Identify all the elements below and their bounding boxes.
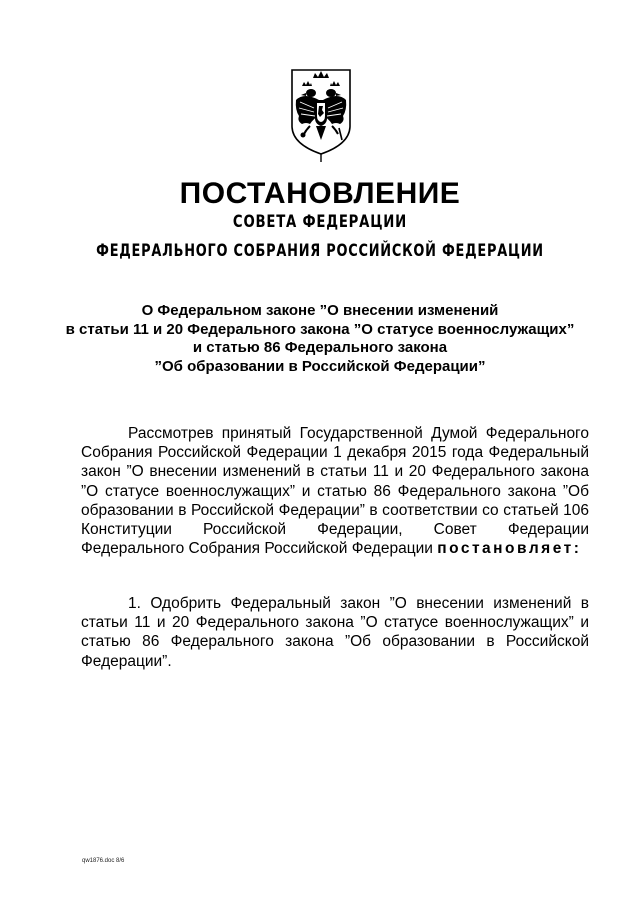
- law-title-line: ”Об образовании в Российской Федерации”: [154, 357, 486, 375]
- preamble-text: Рассмотрев принятый Государственной Думой Федерального Собрания Российской Федерации 1 декабря 2015 года Федеральный закон ”О внесении изменений в статьи 11 и 20 Федерального закона ”О статусе военнослужащих” и статью 86 Федерального закона ”Об образовании в Российской Федерации” в соответствии со статьей 106 Конституции Российской Федерации, Совет Федерации Федерального Собрания Российской Федерации: [81, 425, 589, 558]
- document-title: ПОСТАНОВЛЕНИЕ: [179, 177, 461, 210]
- resolves-keyword: постановляет:: [437, 540, 582, 558]
- resolution-item-1: 1. Одобрить Федеральный закон ”О внесении изменений в статьи 11 и 20 Федерального закона ”О статусе военнослужащих” и статью 86 Федерального закона ”Об образовании в Российской Федерации”.: [81, 595, 589, 670]
- file-reference-code: qw1876.doc 8/6: [82, 858, 125, 864]
- law-title-line: О Федеральном законе ”О внесении изменений: [141, 302, 499, 319]
- law-title-line: в статьи 11 и 20 Федерального закона ”О статусе военнослужащих”: [65, 320, 575, 338]
- law-title-line: и статью 86 Федерального закона: [192, 339, 448, 356]
- resolution-preamble: [81, 424, 589, 558]
- document-subtitle-council: СОВЕТА ФЕДЕРАЦИИ: [232, 212, 408, 232]
- document-subtitle-assembly: ФЕДЕРАЛЬНОГО СОБРАНИЯ РОССИЙСКОЙ ФЕДЕРАЦИИ: [96, 241, 544, 261]
- law-title: [40, 302, 600, 376]
- russian-coat-of-arms-icon: [286, 66, 356, 162]
